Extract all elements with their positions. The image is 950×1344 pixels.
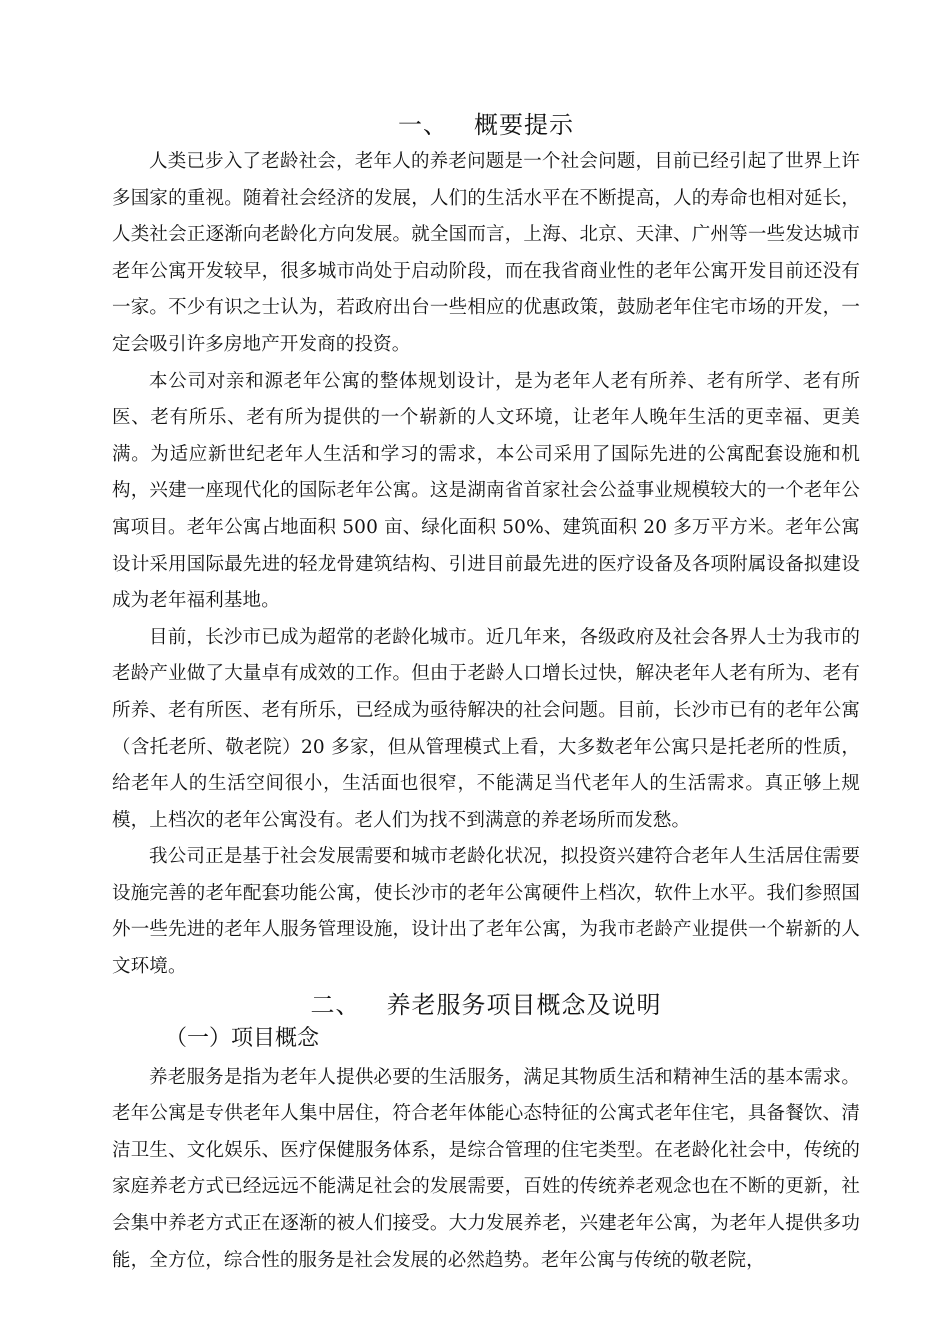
section-2-number: 二、 [310, 990, 361, 1019]
document-page [112, 108, 860, 1279]
section-1-paragraph-1: 人类已步入了老龄社会，老年人的养老问题是一个社会问题，目前已经引起了世界上许多国家的重视。随着社会经济的发展，人们的生活水平在不断提高，人的寿命也相对延长，人类社会正逐渐向老龄化方向发展。就全国而言，上海、北京、天津、广州等一些发达城市老年公寓开发较早，很多城市尚处于启动阶段，而在我省商业性的老年公寓开发目前还没有一家。不少有识之士认为，若政府出台一些相应的优惠政策，鼓励老年住宅市场的开发，一定会吸引许多房地产开发商的投资。 [112, 151, 860, 355]
section-1-heading [112, 108, 860, 142]
section-2-paragraph-1: 养老服务是指为老年人提供必要的生活服务，满足其物质生活和精神生活的基本需求。老年公寓是专供老年人集中居住，符合老年体能心态特征的公寓式老年住宅，具备餐饮、清洁卫生、文化娱乐、医疗保健服务体系，是综合管理的住宅类型。在老龄化社会中，传统的家庭养老方式已经远远不能满足社会的发展需要，百姓的传统养老观念也在不断的更新，社会集中养老方式正在逐渐的被人们接受。大力发展养老，兴建老年公寓，为老年人提供多功能，全方位，综合性的服务是社会发展的必然趋势。老年公寓与传统的敬老院， [112, 1066, 860, 1271]
section-1-paragraph-4: 我公司正是基于社会发展需要和城市老龄化状况，拟投资兴建符合老年人生活居住需要设施完善的老年配套功能公寓，使长沙市的老年公寓硬件上档次，软件上水平。我们参照国外一些先进的老年人服务管理设施，设计出了老年公寓，为我市老龄产业提供一个崭新的人文环境。 [112, 846, 860, 978]
section-1-paragraph-2: 本公司对亲和源老年公寓的整体规划设计，是为老年人老有所养、老有所学、老有所医、老有所乐、老有所为提供的一个崭新的人文环境，让老年人晚年生活的更幸福、更美满。为适应新世纪老年人生活和学习的需求，本公司采用了国际先进的公寓配套设施和机构，兴建一座现代化的国际老年公寓。这是湖南省首家社会公益事业规模较大的一个老年公寓项目。老年公寓占地面积 500 亩、绿化面积 50%、建筑面积 20 多万平方米。老年公寓设计采用国际最先进的轻龙骨建筑结构、引进目前最先进的医疗设备及各项附属设备拟建设成为老年福利基地。 [112, 370, 860, 612]
section-2-heading [112, 988, 860, 1022]
subsection-heading: （一）项目概念 [165, 1025, 320, 1051]
section-1-paragraph-3: 目前，长沙市已成为超常的老龄化城市。近几年来，各级政府及社会各界人士为我市的老龄产业做了大量卓有成效的工作。但由于老龄人口增长过快，解决老年人老有所为、老有所养、老有所医、老有所乐，已经成为亟待解决的社会问题。目前，长沙市已有的老年公寓（含托老所、敬老院）20 多家，但从管理模式上看，大多数老年公寓只是托老所的性质，给老年人的生活空间很小，生活面也很窄，不能满足当代老年人的生活需求。真正够上规模，上档次的老年公寓没有。老人们为找不到满意的养老场所而发愁。 [112, 626, 860, 831]
section-2-title: 养老服务项目概念及说明 [386, 990, 662, 1019]
section-1-number: 一、 [398, 111, 448, 139]
section-1-title: 概要提示 [474, 111, 574, 139]
